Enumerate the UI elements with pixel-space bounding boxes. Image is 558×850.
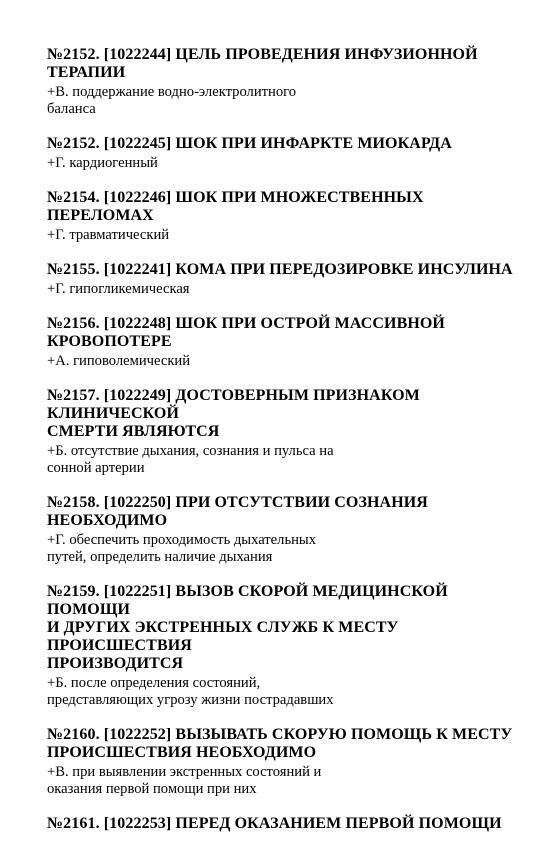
question-line: №2152. [1022245] ШОК ПРИ ИНФАРКТЕ МИОКАРДА [47, 135, 452, 152]
answer-text [47, 84, 517, 118]
question-entry [47, 494, 517, 566]
question-line: №2160. [1022252] ВЫЗЫВАТЬ СКОРУЮ ПОМОЩЬ К МЕСТУ [47, 726, 513, 743]
answer-line: +В. поддержание водно-электролитного [47, 84, 297, 100]
question-text [47, 494, 517, 530]
answer-line: +Г. кардиогенный [47, 155, 158, 171]
question-line: КРОВОПОТЕРЕ [47, 333, 172, 350]
answer-line: +Б. после определения состояний, [47, 675, 261, 691]
question-text [47, 135, 517, 153]
question-line: ПРОИЗВОДИТСЯ [47, 655, 184, 672]
question-line: №2154. [1022246] ШОК ПРИ МНОЖЕСТВЕННЫХ ПЕРЕЛОМАХ [47, 189, 424, 224]
answer-text [47, 227, 517, 244]
answer-line: +Г. травматический [47, 227, 170, 243]
question-entry [47, 135, 517, 172]
question-text [47, 189, 517, 225]
question-line: №2159. [1022251] ВЫЗОВ СКОРОЙ МЕДИЦИНСКОЙ ПОМОЩИ [47, 583, 448, 618]
answer-text [47, 764, 517, 798]
answer-line: +Г. гипогликемическая [47, 281, 190, 297]
question-entry [47, 815, 517, 833]
question-entry [47, 46, 517, 118]
answer-line: представляющих угрозу жизни пострадавших [47, 692, 334, 708]
question-text [47, 261, 517, 279]
question-entry [47, 583, 517, 709]
answer-line: +А. гиповолемический [47, 353, 191, 369]
answer-line: сонной артерии [47, 460, 145, 476]
question-line: №2161. [1022253] ПЕРЕД ОКАЗАНИЕМ ПЕРВОЙ ПОМОЩИ [47, 815, 502, 832]
question-entry [47, 726, 517, 798]
question-entry [47, 387, 517, 477]
question-text [47, 815, 517, 833]
answer-line: оказания первой помощи при них [47, 781, 257, 797]
answer-line: +Б. отсутствие дыхания, сознания и пульса на [47, 443, 334, 459]
question-entry [47, 261, 517, 298]
question-line: И ДРУГИХ ЭКСТРЕННЫХ СЛУЖБ К МЕСТУ ПРОИСШЕСТВИЯ [47, 619, 399, 654]
answer-line: путей, определить наличие дыхания [47, 549, 273, 565]
question-line: СМЕРТИ ЯВЛЯЮТСЯ [47, 423, 220, 440]
question-line: №2156. [1022248] ШОК ПРИ ОСТРОЙ МАССИВНОЙ [47, 315, 445, 332]
answer-text [47, 443, 517, 477]
question-text [47, 315, 517, 351]
answer-line: +В. при выявлении экстренных состояний и [47, 764, 322, 780]
answer-text [47, 281, 517, 298]
question-line: №2158. [1022250] ПРИ ОТСУТСТВИИ СОЗНАНИЯ НЕОБХОДИМО [47, 494, 428, 529]
document-page [47, 46, 517, 850]
answer-text [47, 675, 517, 709]
question-line: ПРОИСШЕСТВИЯ НЕОБХОДИМО [47, 744, 317, 761]
question-text [47, 387, 517, 441]
question-text [47, 46, 517, 82]
question-entry [47, 315, 517, 370]
question-line: №2152. [1022244] ЦЕЛЬ ПРОВЕДЕНИЯ ИНФУЗИОННОЙ [47, 46, 478, 63]
question-entry [47, 189, 517, 244]
answer-text [47, 353, 517, 370]
question-text [47, 583, 517, 673]
question-line: №2157. [1022249] ДОСТОВЕРНЫМ ПРИЗНАКОМ КЛИНИЧЕСКОЙ [47, 387, 420, 422]
answer-line: +Г. обеспечить проходимость дыхательных [47, 532, 317, 548]
question-line: ТЕРАПИИ [47, 64, 126, 81]
question-line: №2155. [1022241] КОМА ПРИ ПЕРЕДОЗИРОВКЕ ИНСУЛИНА [47, 261, 513, 278]
answer-text [47, 155, 517, 172]
question-text [47, 726, 517, 762]
answer-text [47, 532, 517, 566]
answer-line: баланса [47, 101, 96, 117]
